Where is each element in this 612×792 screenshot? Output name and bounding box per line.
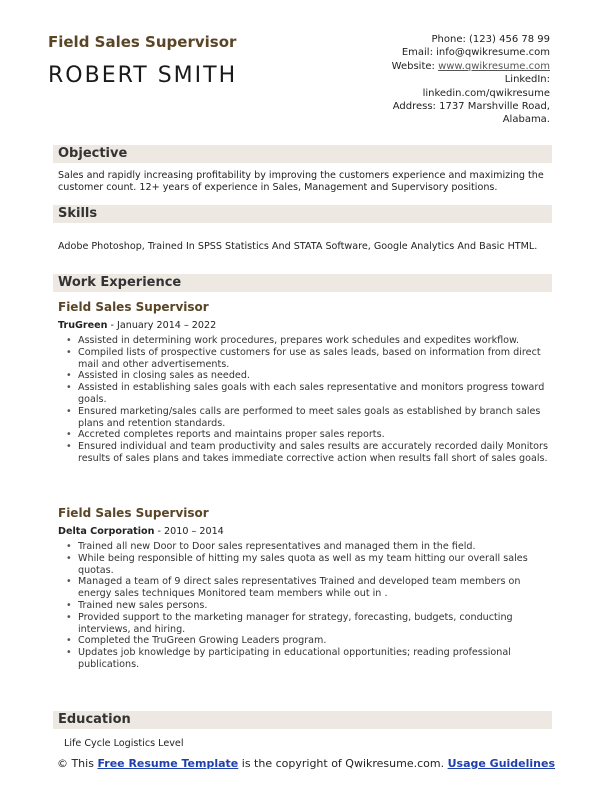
free-resume-template-link[interactable]: Free Resume Template [97,757,239,770]
company-line-2 [58,526,224,537]
website-link[interactable]: www.qwikresume.com [438,60,550,72]
skills-text: Adobe Photoshop, Trained In SPSS Statistics And STATA Software, Google Analytics And Basic HTML. [58,241,538,252]
job-bullets-1 [58,335,554,465]
list-item: • Completed the TruGreen Growing Leaders program. [78,635,554,647]
list-item: • Managed a team of 9 direct sales representatives Trained and developed team members on energy sales techniques Monitored team members while out in . [78,576,554,600]
list-item: • Accreted completes reports and maintains proper sales reports. [78,429,554,441]
list-item: • Trained new sales persons. [78,600,554,612]
copyright-footer [0,757,612,771]
job-dates-2: - 2010 – 2014 [154,526,224,537]
contact-address-line1: Address: 1737 Marshville Road, [392,101,550,113]
contact-website [392,60,550,73]
company-line-1 [58,320,216,331]
list-item: • While being responsible of hitting my sales quota as well as my team hitting our overall sales quotas. [78,553,554,577]
contact-linkedin-label: LinkedIn: [504,74,550,86]
education-text: Life Cycle Logistics Level [64,738,184,749]
list-item: • Ensured individual and team productivity and sales results are accurately recorded daily Monitors results of sales plans and takes immediate corrective action when results fall short of sales goals. [78,441,554,465]
objective-heading: Objective [53,145,552,163]
contact-phone: Phone: (123) 456 78 99 [431,34,550,45]
resume-header [48,33,564,133]
contact-linkedin-url: linkedin.com/qwikresume [422,87,550,99]
list-item: • Ensured marketing/sales calls are performed to meet sales goals as established by branch sales plans and retention standards. [78,406,554,430]
work-experience-heading: Work Experience [53,274,552,292]
list-item: • Updates job knowledge by participating in educational opportunities; reading professional publications. [78,647,554,671]
list-item: • Assisted in determining work procedures, prepares work schedules and expedites workflow. [78,335,554,347]
usage-guidelines-link[interactable]: Usage Guidelines [447,757,556,770]
list-item: • Provided support to the marketing manager for strategy, forecasting, budgets, conducting interviews, and hiring. [78,612,554,636]
skills-heading: Skills [53,205,552,223]
company-name-2: Delta Corporation [58,526,155,537]
contact-email: Email: info@qwikresume.com [401,47,550,59]
website-label: Website: [391,60,439,72]
footer-prefix: © This [56,757,98,770]
list-item: • Assisted in closing sales as needed. [78,370,554,382]
job-bullets-2 [58,541,554,671]
footer-middle: is the copyright of Qwikresume.com. [238,757,448,770]
education-heading: Education [53,711,552,729]
company-name-1: TruGreen [58,320,108,331]
job-dates-1: - January 2014 – 2022 [107,320,217,331]
contact-address-line2: Alabama. [502,114,550,126]
list-item: • Compiled lists of prospective customers for use as sales leads, based on information from direct mail and other advertisements. [78,347,554,371]
job-title-2: Field Sales Supervisor [58,506,209,520]
list-item: • Trained all new Door to Door sales representatives and managed them in the field. [78,541,554,553]
header-job-title: Field Sales Supervisor [48,33,237,51]
contact-block [392,33,550,127]
job-title-1: Field Sales Supervisor [58,300,209,314]
list-item: • Assisted in establishing sales goals with each sales representative and monitors progress toward goals. [78,382,554,406]
objective-text: Sales and rapidly increasing profitability by improving the customers experience and maximizing the customer count. 12+ years of experience in Sales, Management and Supervisory positions. [58,170,544,193]
candidate-name: ROBERT SMITH [48,63,238,88]
